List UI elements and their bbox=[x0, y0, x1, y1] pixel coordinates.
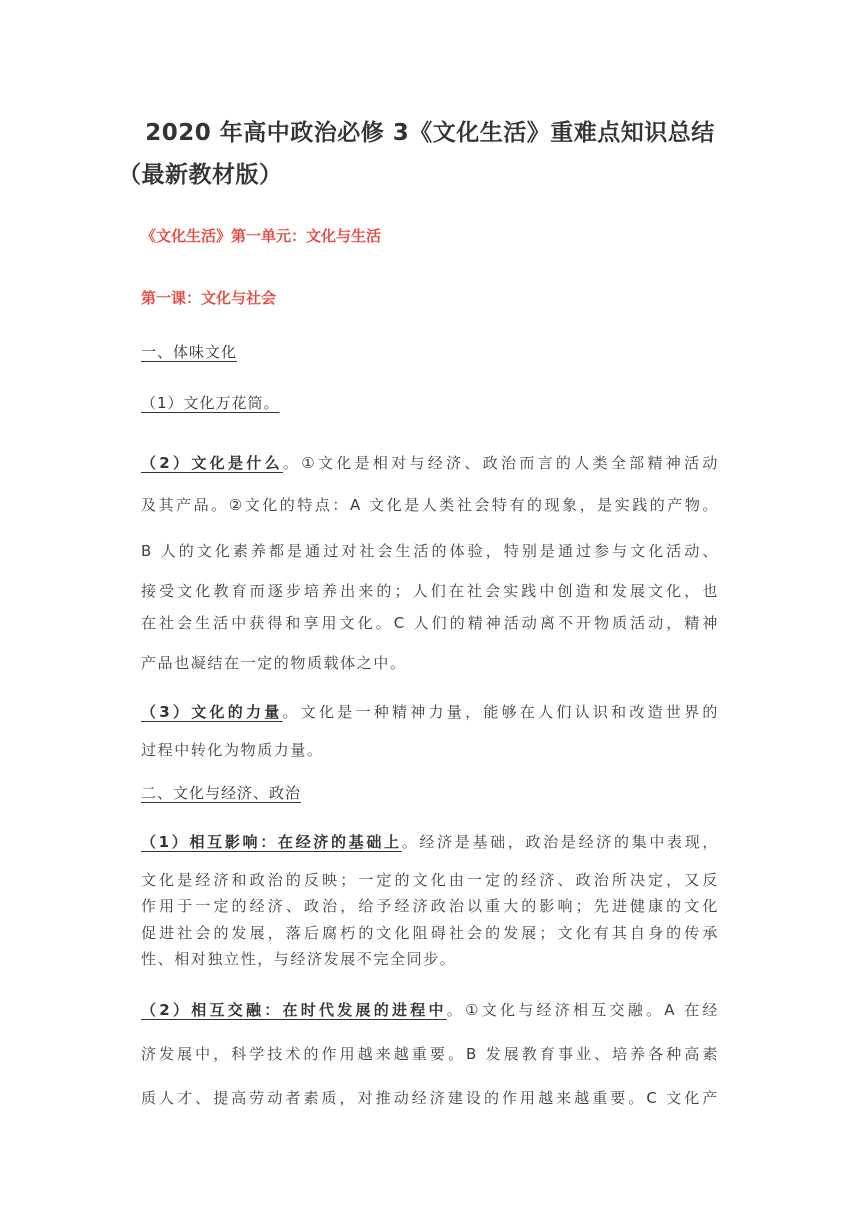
paragraph-line: 作用于一定的经济、政治，给予经济政治以重大的影响；先进健康的文化 bbox=[141, 897, 719, 915]
paragraph-line: 过程中转化为物质力量。 bbox=[141, 741, 324, 759]
item-lead: （1）相互影响：在经济的基础上 bbox=[141, 833, 402, 851]
paragraph-line: （1）相互影响：在经济的基础上。经济是基础，政治是经济的集中表现， bbox=[141, 833, 719, 851]
lesson-heading: 第一课：文化与社会 bbox=[141, 289, 277, 307]
paragraph-line: 接受文化教育而逐步培养出来的；人们在社会实践中创造和发展文化，也 bbox=[141, 582, 719, 600]
section-2-heading: 二、文化与经济、政治 bbox=[141, 784, 302, 802]
item-lead: （2）文化是什么 bbox=[141, 454, 283, 472]
paragraph-line: 产品也凝结在一定的物质载体之中。 bbox=[141, 654, 407, 672]
section-1-item-1: （1）文化万花筒。 bbox=[141, 394, 280, 412]
paragraph-line: 济发展中，科学技术的作用越来越重要。B 发展教育事业、培养各种高素 bbox=[141, 1045, 719, 1063]
paragraph-line: 在社会生活中获得和享用文化。C 人们的精神活动离不开物质活动，精神 bbox=[141, 614, 719, 632]
unit-heading: 《文化生活》第一单元：文化与生活 bbox=[141, 227, 382, 245]
paragraph-line: 文化是经济和政治的反映；一定的文化由一定的经济、政治所决定，又反 bbox=[141, 871, 719, 889]
document-title-line-1: 2020 年高中政治必修 3《文化生活》重难点知识总结 bbox=[145, 120, 715, 146]
paragraph-line: 促进社会的发展，落后腐朽的文化阻碍社会的发展；文化有其自身的传承 bbox=[141, 924, 719, 942]
paragraph-line: （2）文化是什么。①文化是相对与经济、政治而言的人类全部精神活动 bbox=[141, 454, 719, 472]
paragraph-line: 性、相对独立性，与经济发展不完全同步。 bbox=[141, 950, 457, 968]
paragraph-line: 质人才、提高劳动者素质，对推动经济建设的作用越来越重要。C 文化产 bbox=[141, 1089, 719, 1107]
item-lead: （2）相互交融：在时代发展的进程中 bbox=[141, 1001, 447, 1019]
paragraph-line: B 人的文化素养都是通过对社会生活的体验，特别是通过参与文化活动、 bbox=[141, 542, 719, 560]
document-title-line-2: （最新教材版） bbox=[118, 162, 283, 188]
paragraph-line: （3）文化的力量。文化是一种精神力量，能够在人们认识和改造世界的 bbox=[141, 703, 719, 721]
paragraph-line: 及其产品。②文化的特点：A 文化是人类社会特有的现象，是实践的产物。 bbox=[141, 496, 719, 514]
paragraph-line: （2）相互交融：在时代发展的进程中。①文化与经济相互交融。A 在经 bbox=[141, 1001, 720, 1019]
item-lead: （3）文化的力量 bbox=[141, 703, 283, 721]
section-1-heading: 一、体味文化 bbox=[141, 343, 238, 361]
